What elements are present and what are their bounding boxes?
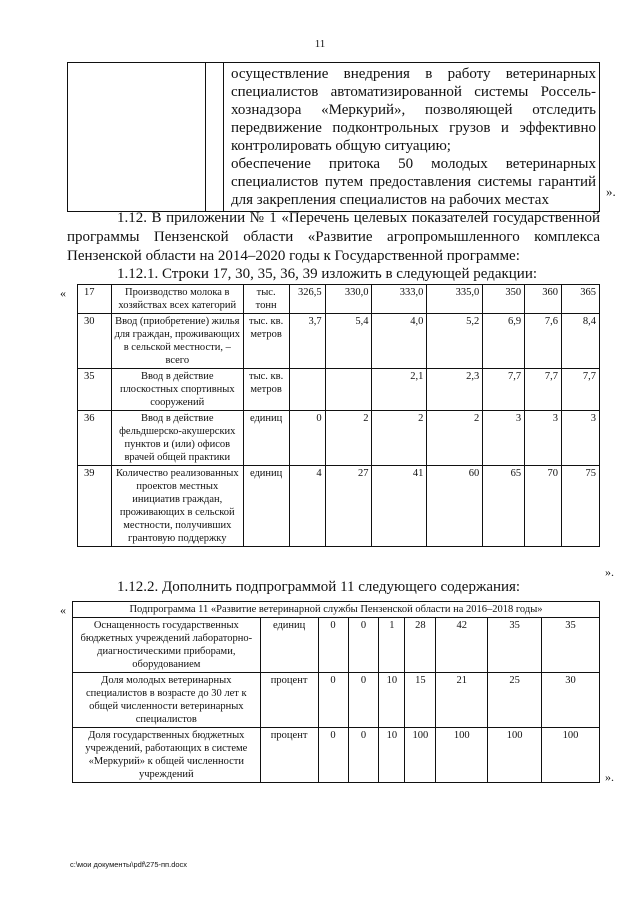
value-cell: 365: [562, 285, 600, 314]
value-cell: 42: [436, 618, 488, 673]
unit-cell: единиц: [243, 466, 289, 547]
value-cell: [325, 369, 372, 411]
unit-cell: тыс. кв. метров: [243, 369, 289, 411]
empty-cell: [206, 63, 224, 212]
close-quote: ».: [606, 184, 616, 199]
value-cell: 4: [289, 466, 325, 547]
value-cell: 4,0: [372, 314, 427, 369]
value-cell: 28: [405, 618, 436, 673]
text-line: специалистов автоматизированной системы Россель-: [231, 84, 596, 100]
value-cell: 100: [488, 728, 542, 783]
page-number: 11: [314, 38, 326, 50]
paragraph-1-12-1: 1.12.1. Строки 17, 30, 35, 36, 39 изложить в следующей редакции:: [117, 266, 538, 282]
value-cell: 1: [379, 618, 405, 673]
row-number-cell: 39: [78, 466, 112, 547]
value-cell: 0: [348, 673, 379, 728]
value-cell: 7,6: [525, 314, 562, 369]
indicator-name-cell: Количество реализованных проектов местных инициатив граждан, проживающих в сельской местности, получивших грантовую поддержку: [111, 466, 243, 547]
text-line: передвижение подконтрольных грузов и эффективно: [231, 120, 596, 136]
table-row: [73, 673, 600, 728]
value-cell: 70: [525, 466, 562, 547]
value-cell: 100: [436, 728, 488, 783]
value-cell: 350: [483, 285, 525, 314]
value-cell: 0: [348, 618, 379, 673]
value-cell: 21: [436, 673, 488, 728]
indicators-table: [77, 284, 600, 547]
value-cell: 3: [483, 411, 525, 466]
indicator-name-cell: Доля молодых ветеринарных специалистов в возрасте до 30 лет к общей численности ветеринарных специалистов: [73, 673, 261, 728]
unit-cell: процент: [260, 673, 318, 728]
unit-cell: тыс. кв. метров: [243, 314, 289, 369]
indicator-name-cell: Оснащенность государственных бюджетных учреждений лабораторно-диагностическими приборами, оборудованием: [73, 618, 261, 673]
text-line: осуществление внедрения в работу ветеринарных: [231, 66, 596, 82]
value-cell: 60: [427, 466, 483, 547]
text-line: обеспечение притока 50 молодых ветеринарных: [231, 156, 596, 172]
value-cell: 335,0: [427, 285, 483, 314]
value-cell: 25: [488, 673, 542, 728]
table-row: [73, 728, 600, 783]
value-cell: 75: [562, 466, 600, 547]
value-cell: [289, 369, 325, 411]
value-cell: 30: [542, 673, 600, 728]
row-number-cell: 30: [78, 314, 112, 369]
open-quote: «: [60, 603, 66, 617]
row-number-cell: 36: [78, 411, 112, 466]
text-line: для закрепления специалистов на рабочих местах: [231, 192, 549, 208]
value-cell: 7,7: [483, 369, 525, 411]
value-cell: 7,7: [525, 369, 562, 411]
text-line: хознадзора «Меркурий», позволяющей отследить: [231, 102, 596, 118]
table-row: [78, 411, 600, 466]
row-number-cell: 17: [78, 285, 112, 314]
text-line: специалистов путем предоставления системы гарантий: [231, 174, 596, 190]
value-cell: 7,7: [562, 369, 600, 411]
value-cell: 326,5: [289, 285, 325, 314]
unit-cell: процент: [260, 728, 318, 783]
value-cell: 10: [379, 728, 405, 783]
value-cell: 3: [525, 411, 562, 466]
value-cell: 333,0: [372, 285, 427, 314]
value-cell: 15: [405, 673, 436, 728]
table-row: [78, 369, 600, 411]
value-cell: 2: [325, 411, 372, 466]
value-cell: 0: [318, 673, 348, 728]
close-quote: ».: [605, 565, 614, 579]
continuation-table: [67, 62, 600, 212]
table-row: [78, 466, 600, 547]
value-cell: 6,9: [483, 314, 525, 369]
paragraph-1-12-2: 1.12.2. Дополнить подпрограммой 11 следующего содержания:: [117, 579, 521, 595]
measures-text-cell: [224, 63, 600, 212]
value-cell: 5,2: [427, 314, 483, 369]
indicator-name-cell: Ввод в действие плоскостных спортивных сооружений: [111, 369, 243, 411]
table-row: [78, 285, 600, 314]
unit-cell: единиц: [260, 618, 318, 673]
file-path-footer: c:\мои документы\pdf\275-пп.docx: [70, 860, 188, 869]
open-quote: «: [60, 286, 66, 300]
empty-cell: [68, 63, 206, 212]
indicator-name-cell: Ввод в действие фельдшерско-акушерских пунктов и (или) офисов врачей общей практики: [111, 411, 243, 466]
value-cell: 27: [325, 466, 372, 547]
value-cell: 2: [427, 411, 483, 466]
value-cell: 360: [525, 285, 562, 314]
indicator-name-cell: Доля государственных бюджетных учреждений, работающих в системе «Меркурий» к общей численности учреждений: [73, 728, 261, 783]
subprogram-11-table: [72, 601, 600, 783]
value-cell: 10: [379, 673, 405, 728]
value-cell: 41: [372, 466, 427, 547]
paragraph-1-12: 1.12. В приложении № 1 «Перечень целевых показателей государственной программы Пензенской области «Развитие агропромышленного комплекса Пензенской области на 2014–2020 годы к Государственной программе:: [67, 210, 600, 264]
value-cell: 0: [289, 411, 325, 466]
value-cell: 100: [405, 728, 436, 783]
value-cell: 3,7: [289, 314, 325, 369]
value-cell: 0: [318, 728, 348, 783]
value-cell: 2,3: [427, 369, 483, 411]
row-number-cell: 35: [78, 369, 112, 411]
value-cell: 5,4: [325, 314, 372, 369]
text-line: контролировать общую ситуацию;: [231, 138, 451, 154]
indicator-name-cell: Производство молока в хозяйствах всех категорий: [111, 285, 243, 314]
value-cell: 35: [488, 618, 542, 673]
subprogram-header: Подпрограмма 11 «Развитие ветеринарной службы Пензенской области на 2016–2018 годы»: [73, 602, 600, 618]
value-cell: 100: [542, 728, 600, 783]
value-cell: 0: [348, 728, 379, 783]
unit-cell: единиц: [243, 411, 289, 466]
value-cell: 8,4: [562, 314, 600, 369]
value-cell: 330,0: [325, 285, 372, 314]
value-cell: 2,1: [372, 369, 427, 411]
table-row: [78, 314, 600, 369]
value-cell: 0: [318, 618, 348, 673]
indicator-name-cell: Ввод (приобретение) жилья для граждан, проживающих в сельской местности, – всего: [111, 314, 243, 369]
unit-cell: тыс. тонн: [243, 285, 289, 314]
close-quote: ».: [605, 770, 614, 784]
table-row: [73, 618, 600, 673]
value-cell: 65: [483, 466, 525, 547]
value-cell: 3: [562, 411, 600, 466]
value-cell: 2: [372, 411, 427, 466]
value-cell: 35: [542, 618, 600, 673]
